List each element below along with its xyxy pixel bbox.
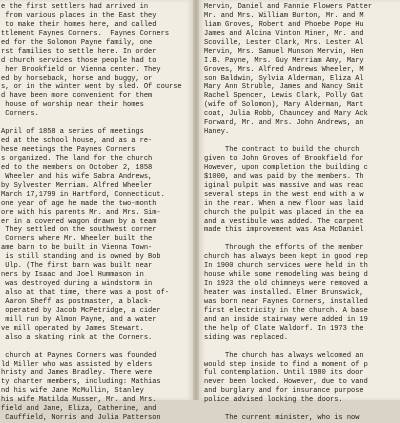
text-line: Wheeler and his wife Sabra Andrews, <box>1 172 153 181</box>
text-line: rst families to settle here. In order <box>1 47 157 56</box>
text-line: hristy and James Bradley. There were <box>1 369 153 378</box>
text-line: and a vestibule was added. The carpent <box>204 217 364 226</box>
text-line: Mr. and Mrs. William Burton, Mr. and M <box>204 11 364 20</box>
text-line: given to John Groves of Brookfield for <box>204 154 364 163</box>
text-line: Scoville, Lester Clark, Mrs. Lester Al <box>204 38 364 47</box>
text-line: ed by horseback, horse and buggy, or <box>1 74 153 83</box>
text-line: police advised locking the doors. <box>204 396 343 405</box>
text-line: the help of Clate Waldorf. In 1973 the <box>204 324 364 333</box>
text-line: ed to the members on October 2, 1858 <box>1 163 153 172</box>
text-line: The church has always welcomed an <box>204 351 364 360</box>
text-line: hese meetings the Paynes Corners <box>1 146 136 154</box>
text-line: Rachel Spencer, Lewis Clark, Polly Gat <box>204 92 364 101</box>
text-line: ners by Isaac and Joel Hummason in <box>1 271 144 280</box>
text-line: Groves, Mrs. Alfred Andrews Wheeler, M <box>204 65 364 74</box>
text-line: Mary Ann Struble, James and Nancy Smit <box>204 83 364 92</box>
text-line: March 17,1799 in Hartford, Connecticut. <box>1 190 165 199</box>
right-page <box>199 0 400 423</box>
text-line: was destroyed during a windstorm in <box>1 280 153 289</box>
text-line: However, upon completion the building c <box>204 163 368 172</box>
text-line: and an inside stairway were added in 19 <box>204 315 368 324</box>
text-line: nd his wife Jane McMullin, Stanley <box>1 387 144 396</box>
text-line: in the rear. When a new floor was laid <box>204 199 364 208</box>
text-line: s organized. The land for the church <box>1 154 153 163</box>
text-line: several steps in the west end with a w <box>204 190 364 199</box>
text-line: Cauffield, Norris and Julia Patterson <box>1 414 161 423</box>
text-line <box>204 343 372 352</box>
text-line: never been locked. However, due to vand <box>204 378 368 387</box>
text-line: Corners where Mr. Wheeler built the <box>1 235 153 244</box>
text-line <box>204 137 372 146</box>
text-line: one year of age he made the two-month <box>1 199 157 208</box>
text-line: ttlement Faynes Corners. Faynes Corners <box>1 29 170 38</box>
text-line: iginal pulpit was massive and was reac <box>204 181 364 190</box>
text-line <box>1 119 182 128</box>
text-line <box>1 343 182 352</box>
text-line: mill run by Almon Payne, and a water <box>1 315 157 324</box>
text-line: d church services those people had to <box>1 56 157 65</box>
right-text-column <box>204 3 372 423</box>
text-line: The current minister, who is now <box>204 414 360 423</box>
text-line: house of worship near their homes <box>1 101 144 110</box>
text-line: ed for the Solomon Payne family, one <box>1 38 153 47</box>
text-line: I.B. Payne, Mrs. Guy Merriam Amy, Mary <box>204 56 364 65</box>
text-line: ty charter members, including: Mathias <box>1 378 161 387</box>
text-line: d have been more convenient for them <box>1 92 153 101</box>
text-line: also at that time, there was a post of- <box>1 289 170 297</box>
text-line: ame barn to be built in Vienna Town- <box>1 244 153 253</box>
text-line: and burglary and for insurance purpose <box>204 387 364 396</box>
text-line: first electricity in the church. A base <box>204 306 368 315</box>
text-line: her Brookfield or Vienna center. They <box>1 65 161 74</box>
text-line <box>204 405 372 414</box>
text-line: Corners. <box>1 110 39 119</box>
text-line: was born near Faynes Corners, installed <box>204 297 368 306</box>
text-line: church at Paynes Corners was founded <box>1 351 157 360</box>
text-line: Forward, Mr. and Mrs. John Andrews, an <box>204 119 364 128</box>
text-line: ve mill operated by James Stewart. <box>1 324 144 333</box>
text-line: heater was installed. Elmer Brunswick, <box>204 289 364 297</box>
text-line: his wife Matilda Musser, Mr. and Mrs. <box>1 396 157 405</box>
text-line: by Sylvester Merriam. Alfred Wheeler <box>1 181 153 190</box>
text-line: Mervin, Daniel and Fannie Flowers Patter <box>204 3 373 11</box>
text-line: $1000, and was paid by the members. Th <box>204 172 364 181</box>
text-line: ed at the school house, and as a re- <box>1 137 153 146</box>
text-line: Through the efforts of the member <box>204 244 364 253</box>
text-line: er in a covered wagon drawn by a team <box>1 217 157 226</box>
text-line: Mervin, Mrs. Samuel Munson Mervin, Hen <box>204 47 364 56</box>
text-line: ful contemplation. Until 1980 its door <box>204 369 364 378</box>
text-line: church the pulpit was placed in the ea <box>204 208 364 217</box>
text-line: Ulp. (The first barn was built near <box>1 262 153 271</box>
text-line: field and Jane, Eliza, Catherine, and <box>1 405 157 414</box>
text-line: They settled on the southwest corner <box>1 226 157 235</box>
text-line: church has always been kept in good rep <box>204 253 368 262</box>
text-line: to make their homes here, and called <box>1 20 157 29</box>
text-line: Haney. <box>204 128 230 137</box>
left-page <box>0 0 193 423</box>
text-line: April of 1858 a series of meetings <box>1 128 144 137</box>
text-line: The contract to build the church <box>204 146 360 154</box>
text-line: In 1900 church services were held in th <box>204 262 368 271</box>
text-line: e the first settlers had arrived in <box>1 3 149 11</box>
text-line: liam Groves, Robert and Phoebe Pope Hu <box>204 20 364 29</box>
text-line: s, or in the winter went by sled. Of course <box>1 83 182 92</box>
text-line: coat, Julia Robb, Chauncey and Mary Ack <box>204 110 368 119</box>
text-line: from various places in the East they <box>1 11 157 20</box>
text-line: In 1923 the old chimneys were removed a <box>204 280 368 289</box>
text-line: James and Alcina Vinton Miner, Mr. and <box>204 29 364 38</box>
text-line: is still standing and is owned by Bob <box>1 253 161 262</box>
text-line: also a skating rink at the Corners. <box>1 333 153 342</box>
text-line: house while some remodeling was being d <box>204 271 368 280</box>
left-text-column <box>1 3 182 423</box>
text-line: son Baldwin, Sylvia Alderman, Eliza Al <box>204 74 364 83</box>
text-line: Aaron Sheff as postmaster, a black- <box>1 297 153 306</box>
text-line <box>204 235 372 244</box>
text-line: would step inside to find a moment of p <box>204 360 368 369</box>
text-line: ld Miller who was assisted by elders <box>1 360 153 369</box>
text-line: (wife of Solomon), Mary Alderman, Mart <box>204 101 364 110</box>
text-line: made this improvement was Asa McDaniel <box>204 226 364 235</box>
text-line: operated by Jacob McPetridge, a cider <box>1 306 161 315</box>
text-line: siding was replaced. <box>204 333 289 342</box>
text-line: ore with his parents Mr. and Mrs. Sim- <box>1 208 161 217</box>
